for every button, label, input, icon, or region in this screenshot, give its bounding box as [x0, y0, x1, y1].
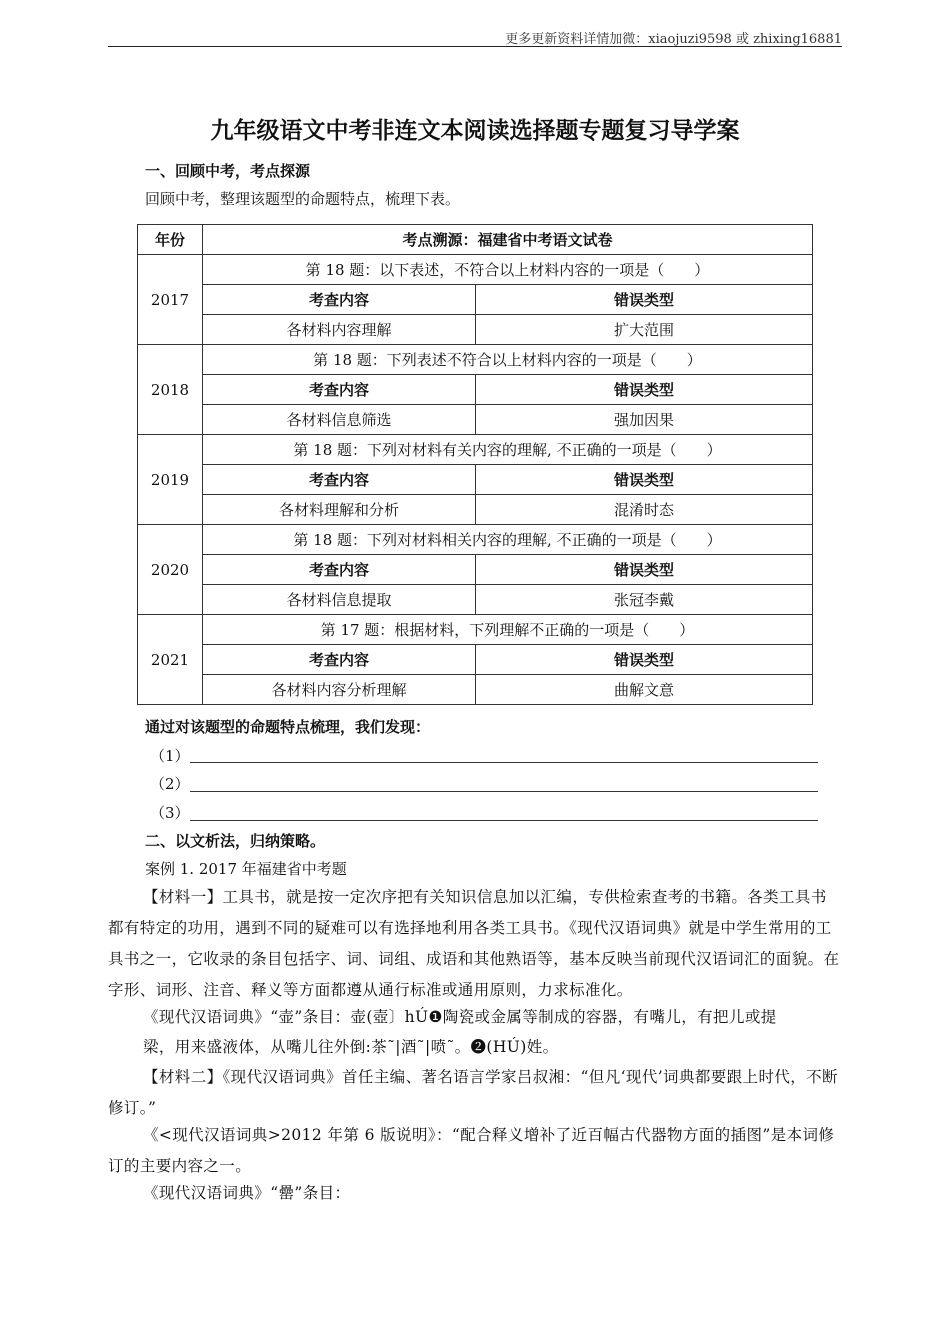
entry2-line: 《现代汉语词典》“罍”条目：: [143, 1184, 351, 1202]
question-cell: 第 18 题：下列对材料有关内容的理解, 不正确的一项是（ ）: [203, 435, 813, 465]
table-row: [138, 555, 813, 585]
table-row: [138, 435, 813, 465]
content-cell: 各材料信息提取: [203, 585, 476, 615]
content-cell: 各材料内容理解: [203, 315, 476, 345]
section1-heading: 一、回顾中考，考点探源: [145, 162, 311, 180]
table-row: [138, 675, 813, 705]
case-title: 案例 1. 2017 年福建省中考题: [145, 860, 347, 878]
section2-heading: 二、以文析法，归纳策略。: [145, 832, 326, 850]
material2-paragraph: [108, 1062, 842, 1124]
subheader-content: 考查内容: [203, 285, 476, 315]
finding-answer-line-3[interactable]: [190, 820, 818, 821]
section1-intro: 回顾中考，整理该题型的命题特点，梳理下表。: [145, 190, 461, 208]
table-row: [138, 615, 813, 645]
error-cell: 扩大范围: [476, 315, 813, 345]
finding-answer-line-1[interactable]: [190, 762, 818, 763]
header-note: 更多更新资料详情加微：xiaojuzi9598 或 zhixing16881: [505, 32, 842, 47]
table-row: [138, 585, 813, 615]
entry-line-1: 《现代汉语词典》“壶”条目：壶(壺〕hÚ❶陶瓷或金属等制成的容器，有嘴儿，有把儿或提: [143, 1008, 777, 1026]
year-cell: 2017: [138, 255, 203, 345]
question-cell: 第 18 题：以下表述，不符合以上材料内容的一项是（ ）: [203, 255, 813, 285]
year-cell: 2018: [138, 345, 203, 435]
question-cell: 第 18 题：下列对材料相关内容的理解, 不正确的一项是（ ）: [203, 525, 813, 555]
revision-note-paragraph: 《<现代汉语词典>2012 年第 6 版说明》：“配合释义增补了近百幅古代器物方面的插图”是本词修订的主要内容之一。: [108, 1126, 835, 1175]
subheader-content: 考查内容: [203, 645, 476, 675]
content-cell: 各材料理解和分析: [203, 495, 476, 525]
subheader-content: 考查内容: [203, 555, 476, 585]
findings-heading: 通过对该题型的命题特点梳理，我们发现：: [145, 718, 431, 736]
material2-text: 《现代汉语词典》首任主编、著名语言学家吕叔湘：“但凡‘现代’词典都要跟上时代，不断修订。”: [108, 1068, 838, 1117]
table-row: [138, 525, 813, 555]
material1-paragraph: [108, 882, 842, 1006]
material1-text: 工具书，就是按一定次序把有关知识信息加以汇编，专供检索查考的书籍。各类工具书都有特定的功用，遇到不同的疑难可以有选择地利用各类工具书。《现代汉语词典》就是中学生常用的工具书之一，它收录的条目包括字、词、词组、成语和其他熟语等，基本反映当前现代汉语词汇的面貌。在字形、词形、注音、释义等方面都遵从通行标准或通用原则，力求标准化。: [108, 888, 840, 999]
material2-label: 【材料二】: [143, 1068, 223, 1086]
year-cell: 2020: [138, 525, 203, 615]
table-header-row: [138, 225, 813, 255]
error-cell: 混淆时态: [476, 495, 813, 525]
subheader-content: 考查内容: [203, 465, 476, 495]
table-row: [138, 285, 813, 315]
subheader-error: 错误类型: [476, 375, 813, 405]
question-cell: 第 17 题：根据材料，下列理解不正确的一项是（ ）: [203, 615, 813, 645]
finding-label-2: （2）: [150, 775, 190, 793]
subheader-error: 错误类型: [476, 285, 813, 315]
table-row: [138, 495, 813, 525]
finding-label-1: （1）: [150, 747, 190, 765]
table-row: [138, 345, 813, 375]
subheader-error: 错误类型: [476, 645, 813, 675]
header-year: 年份: [138, 225, 203, 255]
table-row: [138, 465, 813, 495]
error-cell: 张冠李戴: [476, 585, 813, 615]
content-cell: 各材料信息筛选: [203, 405, 476, 435]
table-row: [138, 645, 813, 675]
header-divider: [108, 46, 842, 47]
review-table: [137, 224, 813, 705]
error-cell: 强加因果: [476, 405, 813, 435]
subheader-error: 错误类型: [476, 555, 813, 585]
subheader-content: 考查内容: [203, 375, 476, 405]
finding-label-3: （3）: [150, 804, 190, 822]
material1-label: 【材料一】: [143, 888, 223, 906]
subheader-error: 错误类型: [476, 465, 813, 495]
entry-line-2: 梁，用来盛液体，从嘴儿往外倒:茶˜|酒˜|喷˜。❷(HÚ)姓。: [143, 1038, 559, 1056]
error-cell: 曲解文意: [476, 675, 813, 705]
content-cell: 各材料内容分析理解: [203, 675, 476, 705]
header-source: 考点溯源：福建省中考语文试卷: [203, 225, 813, 255]
year-cell: 2021: [138, 615, 203, 705]
question-cell: 第 18 题：下列表述不符合以上材料内容的一项是（ ）: [203, 345, 813, 375]
table-row: [138, 315, 813, 345]
page-title: 九年级语文中考非连文本阅读选择题专题复习导学案: [210, 118, 740, 144]
table-row: [138, 375, 813, 405]
table-row: [138, 405, 813, 435]
table-row: [138, 255, 813, 285]
year-cell: 2019: [138, 435, 203, 525]
finding-answer-line-2[interactable]: [190, 791, 818, 792]
